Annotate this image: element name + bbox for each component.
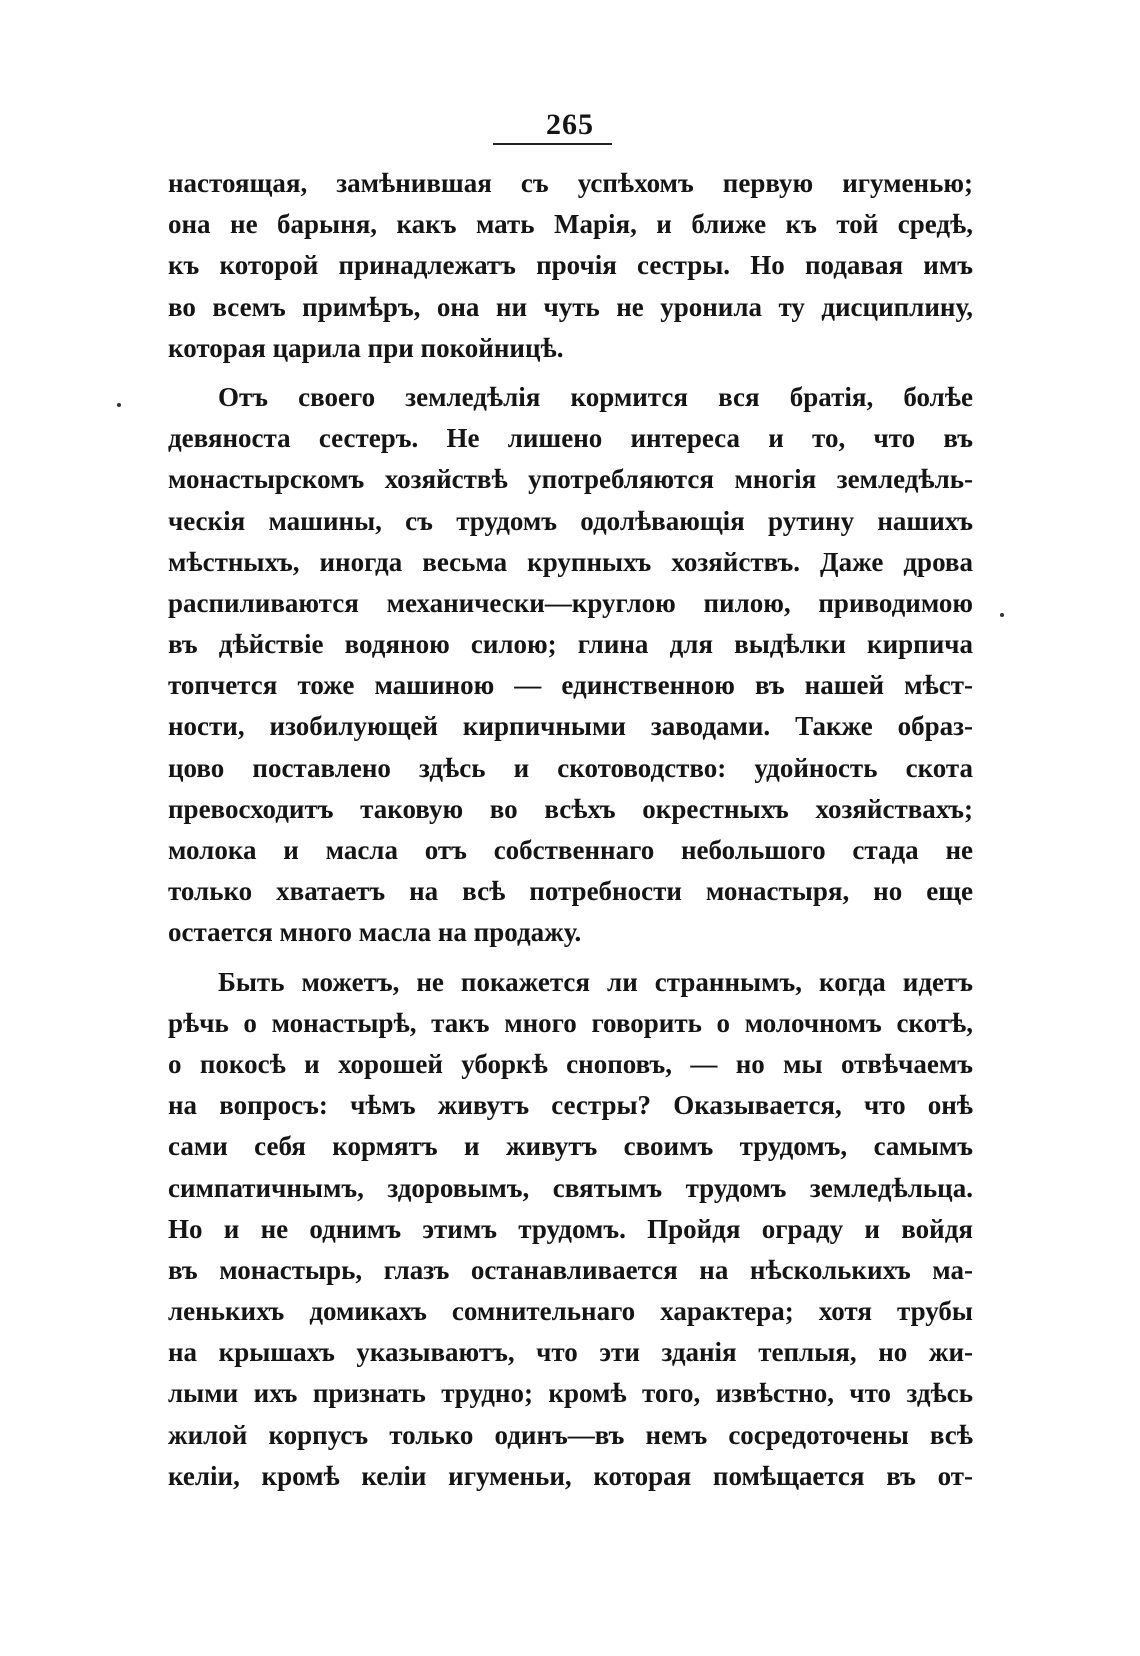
- text-line: только хватаетъ на всѣ потребности монастыря, но еще: [168, 876, 973, 907]
- body-text: [168, 163, 973, 1497]
- text-line: настоящая, замѣнившая съ успѣхомъ первую игуменью;: [168, 168, 973, 198]
- scan-speck: [1000, 613, 1004, 617]
- text-line: сами себя кормятъ и живутъ своимъ трудомъ, самымъ: [168, 1131, 973, 1162]
- text-line: цово поставлено здѣсь и скотоводство: удойность скота: [168, 752, 973, 783]
- page-number: 265: [546, 108, 594, 141]
- text-line: Быть можетъ, не покажется ли страннымъ, когда идетъ: [218, 966, 973, 997]
- text-line: на крышахъ указываютъ, что эти зданія теплыя, но жи-: [168, 1337, 973, 1368]
- text-line: остается много масла на продажу.: [168, 917, 582, 948]
- text-line: лыми ихъ признать трудно; кромѣ того, извѣстно, что здѣсь: [168, 1378, 973, 1409]
- text-line: мѣстныхъ, иногда весьма крупныхъ хозяйствъ. Даже дрова: [168, 546, 973, 577]
- text-line: о покосѣ и хорошей уборкѣ сноповъ, — но мы отвѣчаемъ: [168, 1048, 973, 1079]
- text-line: ности, изобилующей кирпичными заводами. Также образ-: [168, 711, 973, 742]
- text-line: во всемъ примѣръ, она ни чуть не уронила ту дисциплину,: [168, 291, 973, 322]
- text-line: ческія машины, съ трудомъ одолѣвающія рутину нашихъ: [168, 505, 973, 536]
- text-line: къ которой принадлежатъ прочія сестры. Но подавая имъ: [168, 250, 973, 281]
- text-line: жилой корпусъ только одинъ—въ немъ сосредоточены всѣ: [168, 1419, 973, 1450]
- scan-speck: [117, 403, 121, 407]
- text-line: превосходитъ таковую во всѣхъ окрестныхъ хозяйствахъ;: [168, 793, 973, 824]
- paragraph: [168, 962, 973, 1497]
- text-line: ленькихъ домикахъ сомнительнаго характера; хотя трубы: [168, 1296, 973, 1327]
- header-rule-gap: [612, 143, 628, 145]
- text-line: топчется тоже машиною — единственною въ нашей мѣст-: [168, 670, 973, 701]
- text-line: на вопросъ: чѣмъ живутъ сестры? Оказывается, что онѣ: [168, 1090, 973, 1121]
- text-line: Но и не однимъ этимъ трудомъ. Пройдя ограду и войдя: [168, 1213, 973, 1244]
- text-line: Отъ своего земледѣлія кормится вся братія, болѣе: [218, 381, 973, 412]
- text-line: молока и масла отъ собственнаго небольшого стада не: [168, 835, 973, 865]
- paragraph: [168, 163, 973, 369]
- text-line: она не барыня, какъ мать Марія, и ближе къ той средѣ,: [168, 209, 973, 240]
- paragraph: [168, 377, 973, 954]
- text-line: келіи, кромѣ келіи игуменьи, которая помѣщается въ от-: [168, 1460, 973, 1491]
- text-line: девяноста сестеръ. Не лишено интереса и то, что въ: [168, 423, 973, 454]
- text-line: въ монастырь, глазъ останавливается на нѣсколькихъ ма-: [168, 1254, 973, 1285]
- text-line: распиливаются механически—круглою пилою, приводимою: [168, 587, 973, 618]
- text-line: которая царила при покойницѣ.: [168, 332, 564, 363]
- text-line: монастырскомъ хозяйствѣ употребляются многія земледѣль-: [168, 464, 973, 495]
- text-line: въ дѣйствіе водяною силою; глина для выдѣлки кирпича: [168, 629, 973, 660]
- text-line: симпатичнымъ, здоровымъ, святымъ трудомъ земледѣльца.: [168, 1172, 973, 1203]
- text-line: рѣчь о монастырѣ, такъ много говорить о молочномъ скотѣ,: [168, 1007, 973, 1038]
- header-rule: [493, 143, 625, 145]
